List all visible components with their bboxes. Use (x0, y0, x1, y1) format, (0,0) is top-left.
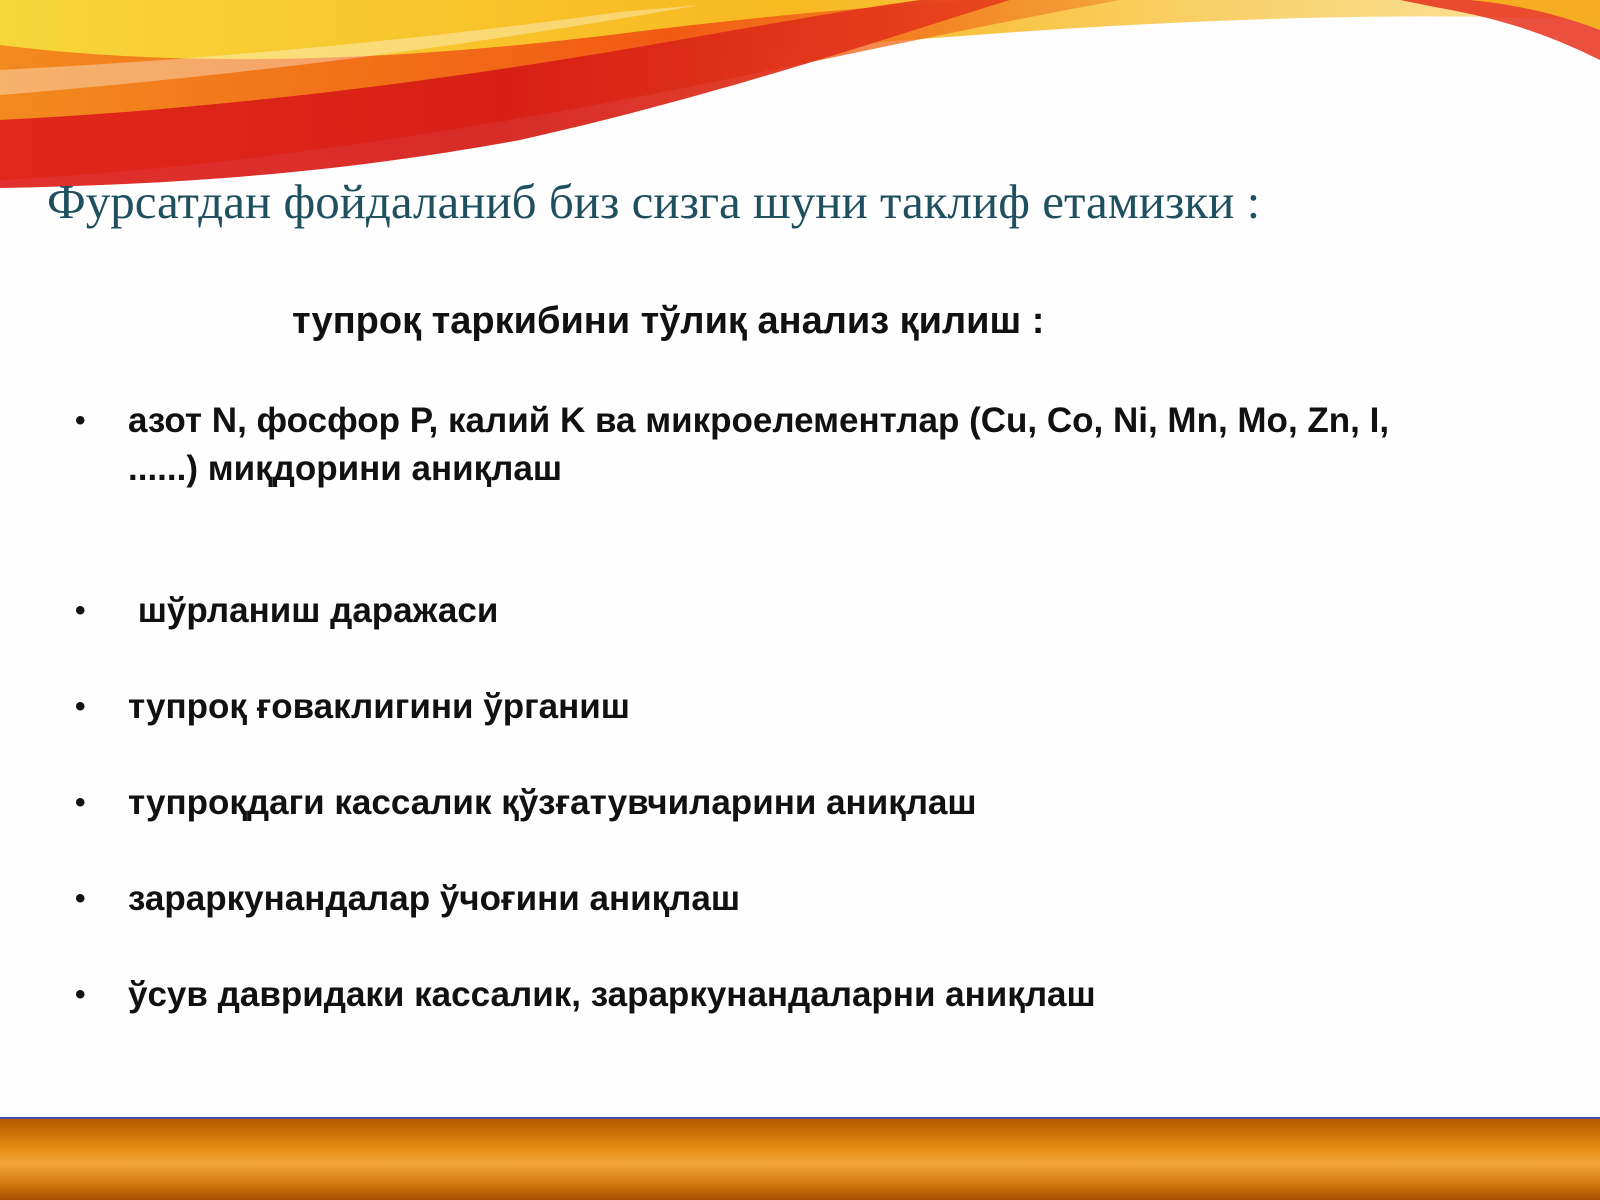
list-item-text: тупроқ ғоваклигини ўрганиш (128, 687, 630, 726)
list-item-text: тупроқдаги кассалик қўзғатувчиларини аниқлаш (128, 783, 977, 822)
slide-subtitle: тупроқ таркибини тўлиқ анализ қилиш : (292, 300, 1045, 342)
bullet-icon: • (75, 786, 86, 819)
bullet-icon: • (75, 882, 86, 915)
list-item-text: азот N, фосфор P, калий K ва микроелементлар (Cu, Co, Ni, Mn, Mo, Zn, I, ......) миқдорини аниқлаш (128, 401, 1390, 488)
slide-title: Фурсатдан фойдаланиб биз сизга шуни таклиф етамизки : (47, 174, 1261, 229)
bullet-icon: • (75, 690, 86, 723)
bullet-icon: • (75, 404, 86, 437)
list-item-text: зараркунандалар ўчоғини аниқлаш (128, 879, 740, 918)
bullet-icon: • (75, 978, 86, 1011)
footer-bar (0, 1117, 1600, 1200)
bullet-icon: • (75, 594, 86, 627)
decorative-swoosh-banner (0, 0, 1600, 200)
list-item-text: ўсув давридаки кассалик, зараркунандаларни аниқлаш (128, 975, 1096, 1014)
list-item-text: шўрланиш даражаси (128, 591, 499, 630)
